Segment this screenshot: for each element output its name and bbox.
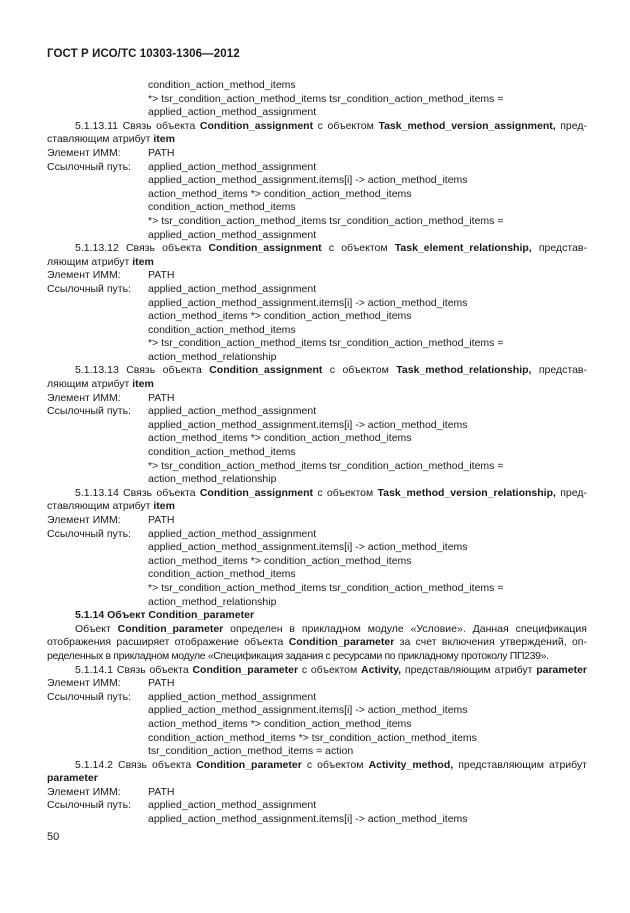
path-line: *> tsr_condition_action_method_items tsr_condition_action_method_items = — [148, 214, 504, 227]
mim-element-row: Элемент ИММ: PATH — [47, 391, 175, 404]
page-content — [47, 79, 587, 827]
path-line: condition_action_method_items — [148, 323, 296, 336]
path-line: condition_action_method_items — [148, 79, 296, 91]
ref-path-row: Ссылочный путь: applied_action_method_assignment — [47, 799, 317, 812]
mim-element-row: Элемент ИММ: PATH — [47, 785, 175, 798]
path-line: applied_action_method_assignment.items[i] -> action_method_items — [148, 296, 468, 309]
mim-element-row: Элемент ИММ: PATH — [47, 514, 175, 526]
section-heading-cont: parameter — [47, 772, 98, 785]
path-line: action_method_items *> condition_action_method_items — [148, 717, 412, 730]
path-line: action_method_relationship — [148, 595, 277, 608]
path-line: applied_action_method_assignment.items[i] -> action_method_items — [148, 418, 468, 431]
page-number: 50 — [47, 831, 60, 843]
path-line: applied_action_method_assignment — [148, 106, 317, 119]
section-heading-cont: ляющим атрибут item — [47, 378, 154, 391]
path-line: *> tsr_condition_action_method_items tsr_condition_action_method_items = — [148, 92, 504, 105]
path-line: action_method_relationship — [148, 473, 277, 486]
path-line: applied_action_method_assignment.items[i] -> action_method_items — [148, 813, 468, 826]
path-line: action_method_items *> condition_action_method_items — [148, 310, 412, 323]
path-line: applied_action_method_assignment.items[i] -> action_method_items — [148, 704, 468, 717]
path-line: condition_action_method_items — [148, 446, 296, 459]
ref-path-row: Ссылочный путь: applied_action_method_assignment — [47, 690, 317, 703]
section-heading-cont: ставляющим атрибут item — [47, 500, 175, 513]
section-heading-5-1-14-1: 5.1.14.1 Связь объекта Condition_parameter с объектом Activity, представляющим атрибут parameter — [75, 663, 587, 676]
paragraph-line: Объект Condition_parameter определен в прикладном модуле «Условие». Данная спецификация — [75, 622, 587, 635]
path-line: applied_action_method_assignment — [148, 228, 317, 241]
paragraph-line: ределенных в прикладном модуле «Спецификация задания с ресурсами по прикладному протоколу ПП239». — [47, 649, 549, 662]
mim-element-row: Элемент ИММ: PATH — [47, 677, 175, 690]
section-heading-5-1-13-12: 5.1.13.12 Связь объекта Condition_assignment с объектом Task_element_relationship, представ- — [75, 242, 587, 255]
section-heading-cont: ляющим атрибут item — [47, 255, 154, 268]
paragraph-line: отображения расширяет отображение объекта Condition_parameter за счет включения утверждений, оп- — [47, 636, 587, 649]
section-heading-5-1-13-11: 5.1.13.11 Связь объекта Condition_assignment с объектом Task_method_version_assignment, пред- — [75, 119, 587, 132]
ref-path-row: Ссылочный путь: applied_action_method_assignment — [47, 282, 317, 295]
path-line: *> tsr_condition_action_method_items tsr_condition_action_method_items = — [148, 459, 504, 472]
ref-path-row: Ссылочный путь: applied_action_method_assignment — [47, 527, 317, 540]
ref-path-row: Ссылочный путь: applied_action_method_assignment — [47, 160, 317, 173]
mim-element-row: Элемент ИММ: PATH — [47, 146, 175, 159]
mim-element-row: Элемент ИММ: PATH — [47, 269, 175, 282]
section-heading-5-1-13-14: 5.1.13.14 Связь объекта Condition_assignment с объектом Task_method_version_relationship, пред- — [75, 486, 587, 499]
path-line: action_method_items *> condition_action_method_items — [148, 554, 412, 567]
section-heading-5-1-14-2: 5.1.14.2 Связь объекта Condition_parameter с объектом Activity_method, представляющим атрибут — [75, 758, 587, 771]
path-line: *> tsr_condition_action_method_items tsr_condition_action_method_items = — [148, 581, 504, 594]
path-line: condition_action_method_items *> tsr_condition_action_method_items — [148, 731, 477, 744]
section-heading-5-1-13-13: 5.1.13.13 Связь объекта Condition_assignment с объектом Task_method_relationship, представ- — [75, 364, 587, 377]
path-line: *> tsr_condition_action_method_items tsr_condition_action_method_items = — [148, 337, 504, 350]
path-line: condition_action_method_items — [148, 201, 296, 214]
path-line: applied_action_method_assignment.items[i] -> action_method_items — [148, 174, 468, 187]
path-line: condition_action_method_items — [148, 568, 296, 581]
path-line: tsr_condition_action_method_items = action — [148, 745, 354, 758]
ref-path-row: Ссылочный путь: applied_action_method_assignment — [47, 405, 317, 418]
path-line: action_method_relationship — [148, 350, 277, 363]
section-heading-cont: ставляющим атрибут item — [47, 133, 175, 146]
path-line: action_method_items *> condition_action_method_items — [148, 432, 412, 445]
path-line: action_method_items *> condition_action_method_items — [148, 187, 412, 200]
section-heading-5-1-14: 5.1.14 Объект Condition_parameter — [75, 609, 255, 622]
path-line: applied_action_method_assignment.items[i] -> action_method_items — [148, 541, 468, 554]
page-header: ГОСТ Р ИСО/ТС 10303-1306—2012 — [47, 48, 240, 60]
